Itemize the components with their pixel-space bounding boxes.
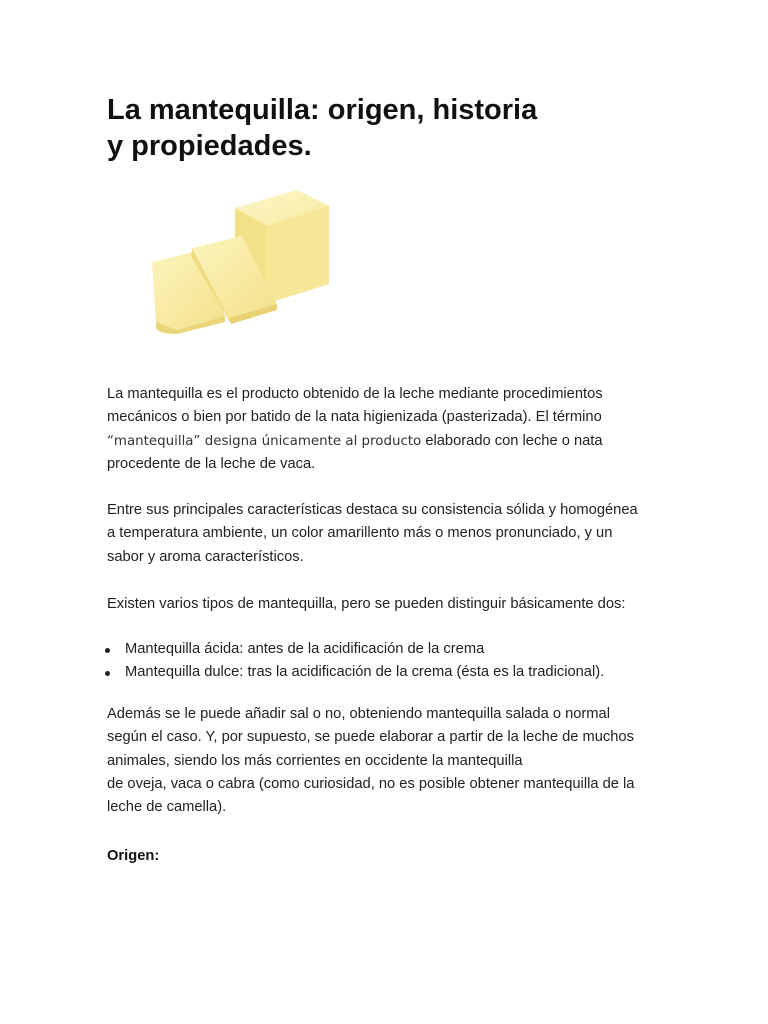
paragraph-varieties	[107, 703, 667, 819]
paragraph-types	[107, 593, 667, 616]
paragraph-characteristics	[107, 499, 667, 569]
text-line: de oveja, vaca o cabra (como curiosidad, no es posible obtener mantequilla de la	[107, 775, 635, 792]
text-line	[107, 430, 667, 453]
list-item: Mantequilla dulce: tras la acidificación de la crema (ésta es la tradicional).	[107, 661, 604, 684]
text-line: procedente de la leche de vaca.	[107, 455, 316, 472]
text-line: Además se le puede añadir sal o no, obteniendo mantequilla salada o normal	[107, 706, 610, 722]
text-line: mecánicos o bien por batido de la nata higienizada (pasterizada). El término	[107, 409, 602, 426]
quoted-term: “mantequilla” designa únicamente al producto	[107, 433, 422, 449]
page-title	[107, 92, 627, 164]
butter-image	[147, 176, 337, 336]
paragraph-intro	[107, 383, 667, 476]
types-list	[107, 638, 604, 685]
list-item: Mantequilla ácida: antes de la acidificación de la crema	[107, 638, 604, 661]
section-heading-origen: Origen:	[107, 848, 160, 864]
text-line: a temperatura ambiente, un color amarillento más o menos pronunciado, y un	[107, 525, 613, 542]
text-line: leche de camella).	[107, 799, 227, 816]
text-line: según el caso. Y, por supuesto, se puede elaborar a partir de la leche de muchos	[107, 729, 634, 746]
text-fragment: elaborado con leche o nata	[421, 432, 603, 449]
text-line: sabor y aroma característicos.	[107, 548, 304, 565]
text-line: La mantequilla es el producto obtenido de la leche mediante procedimientos	[107, 386, 603, 402]
text-line: animales, siendo los más corrientes en occidente la mantequilla	[107, 752, 523, 769]
text-line: Entre sus principales características destaca su consistencia sólida y homogénea	[107, 502, 638, 518]
title-line: La mantequilla: origen, historia	[107, 94, 538, 126]
text-line: Existen varios tipos de mantequilla, pero se pueden distinguir básicamente dos:	[107, 596, 626, 612]
title-line: y propiedades.	[107, 130, 312, 162]
